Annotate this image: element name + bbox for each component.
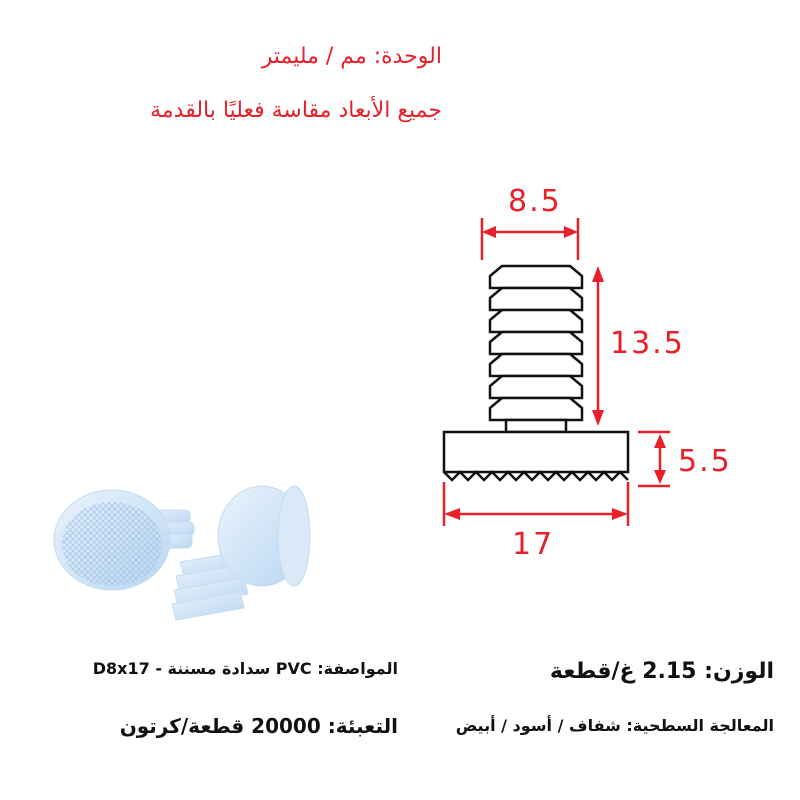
- weight-line: [550, 659, 774, 684]
- product-photo: [40, 470, 340, 640]
- base-width-dimension: [444, 482, 628, 526]
- packing-value: 20000 قطعة/كرتون: [119, 714, 321, 738]
- surface-line: [456, 716, 774, 735]
- thread-height-label: 13.5: [610, 326, 685, 361]
- dimension-drawing: [420, 210, 760, 540]
- base-width-label: 17: [512, 527, 555, 562]
- base-height-label: 5.5: [678, 444, 732, 479]
- base-head: [444, 432, 628, 480]
- threaded-shank: [490, 266, 582, 432]
- thread-height-dimension: [592, 266, 604, 426]
- spec-label: المواصفة:: [317, 659, 398, 678]
- packing-line: [120, 714, 398, 738]
- spec-value: PVC سدادة مسننة - D8x17: [92, 659, 312, 678]
- surface-label: المعالجة السطحية:: [626, 716, 774, 735]
- plug-head-side: [218, 486, 310, 586]
- top-width-label: 8.5: [508, 184, 562, 219]
- packing-label: التعبئة:: [327, 714, 398, 738]
- weight-label: الوزن:: [704, 659, 774, 684]
- measurement-note: جميع الأبعاد مقاسة فعليًا بالقدمة: [150, 98, 442, 123]
- plug-head-front: [54, 490, 170, 590]
- base-height-dimension: [638, 432, 670, 486]
- surface-value: شفاف / أسود / أبيض: [455, 716, 621, 735]
- weight-value: 2.15 غ/قطعة: [549, 659, 697, 684]
- unit-note: الوحدة: مم / مليمتر: [261, 44, 442, 69]
- top-width-dimension: [482, 218, 578, 260]
- specification-line: [93, 659, 398, 678]
